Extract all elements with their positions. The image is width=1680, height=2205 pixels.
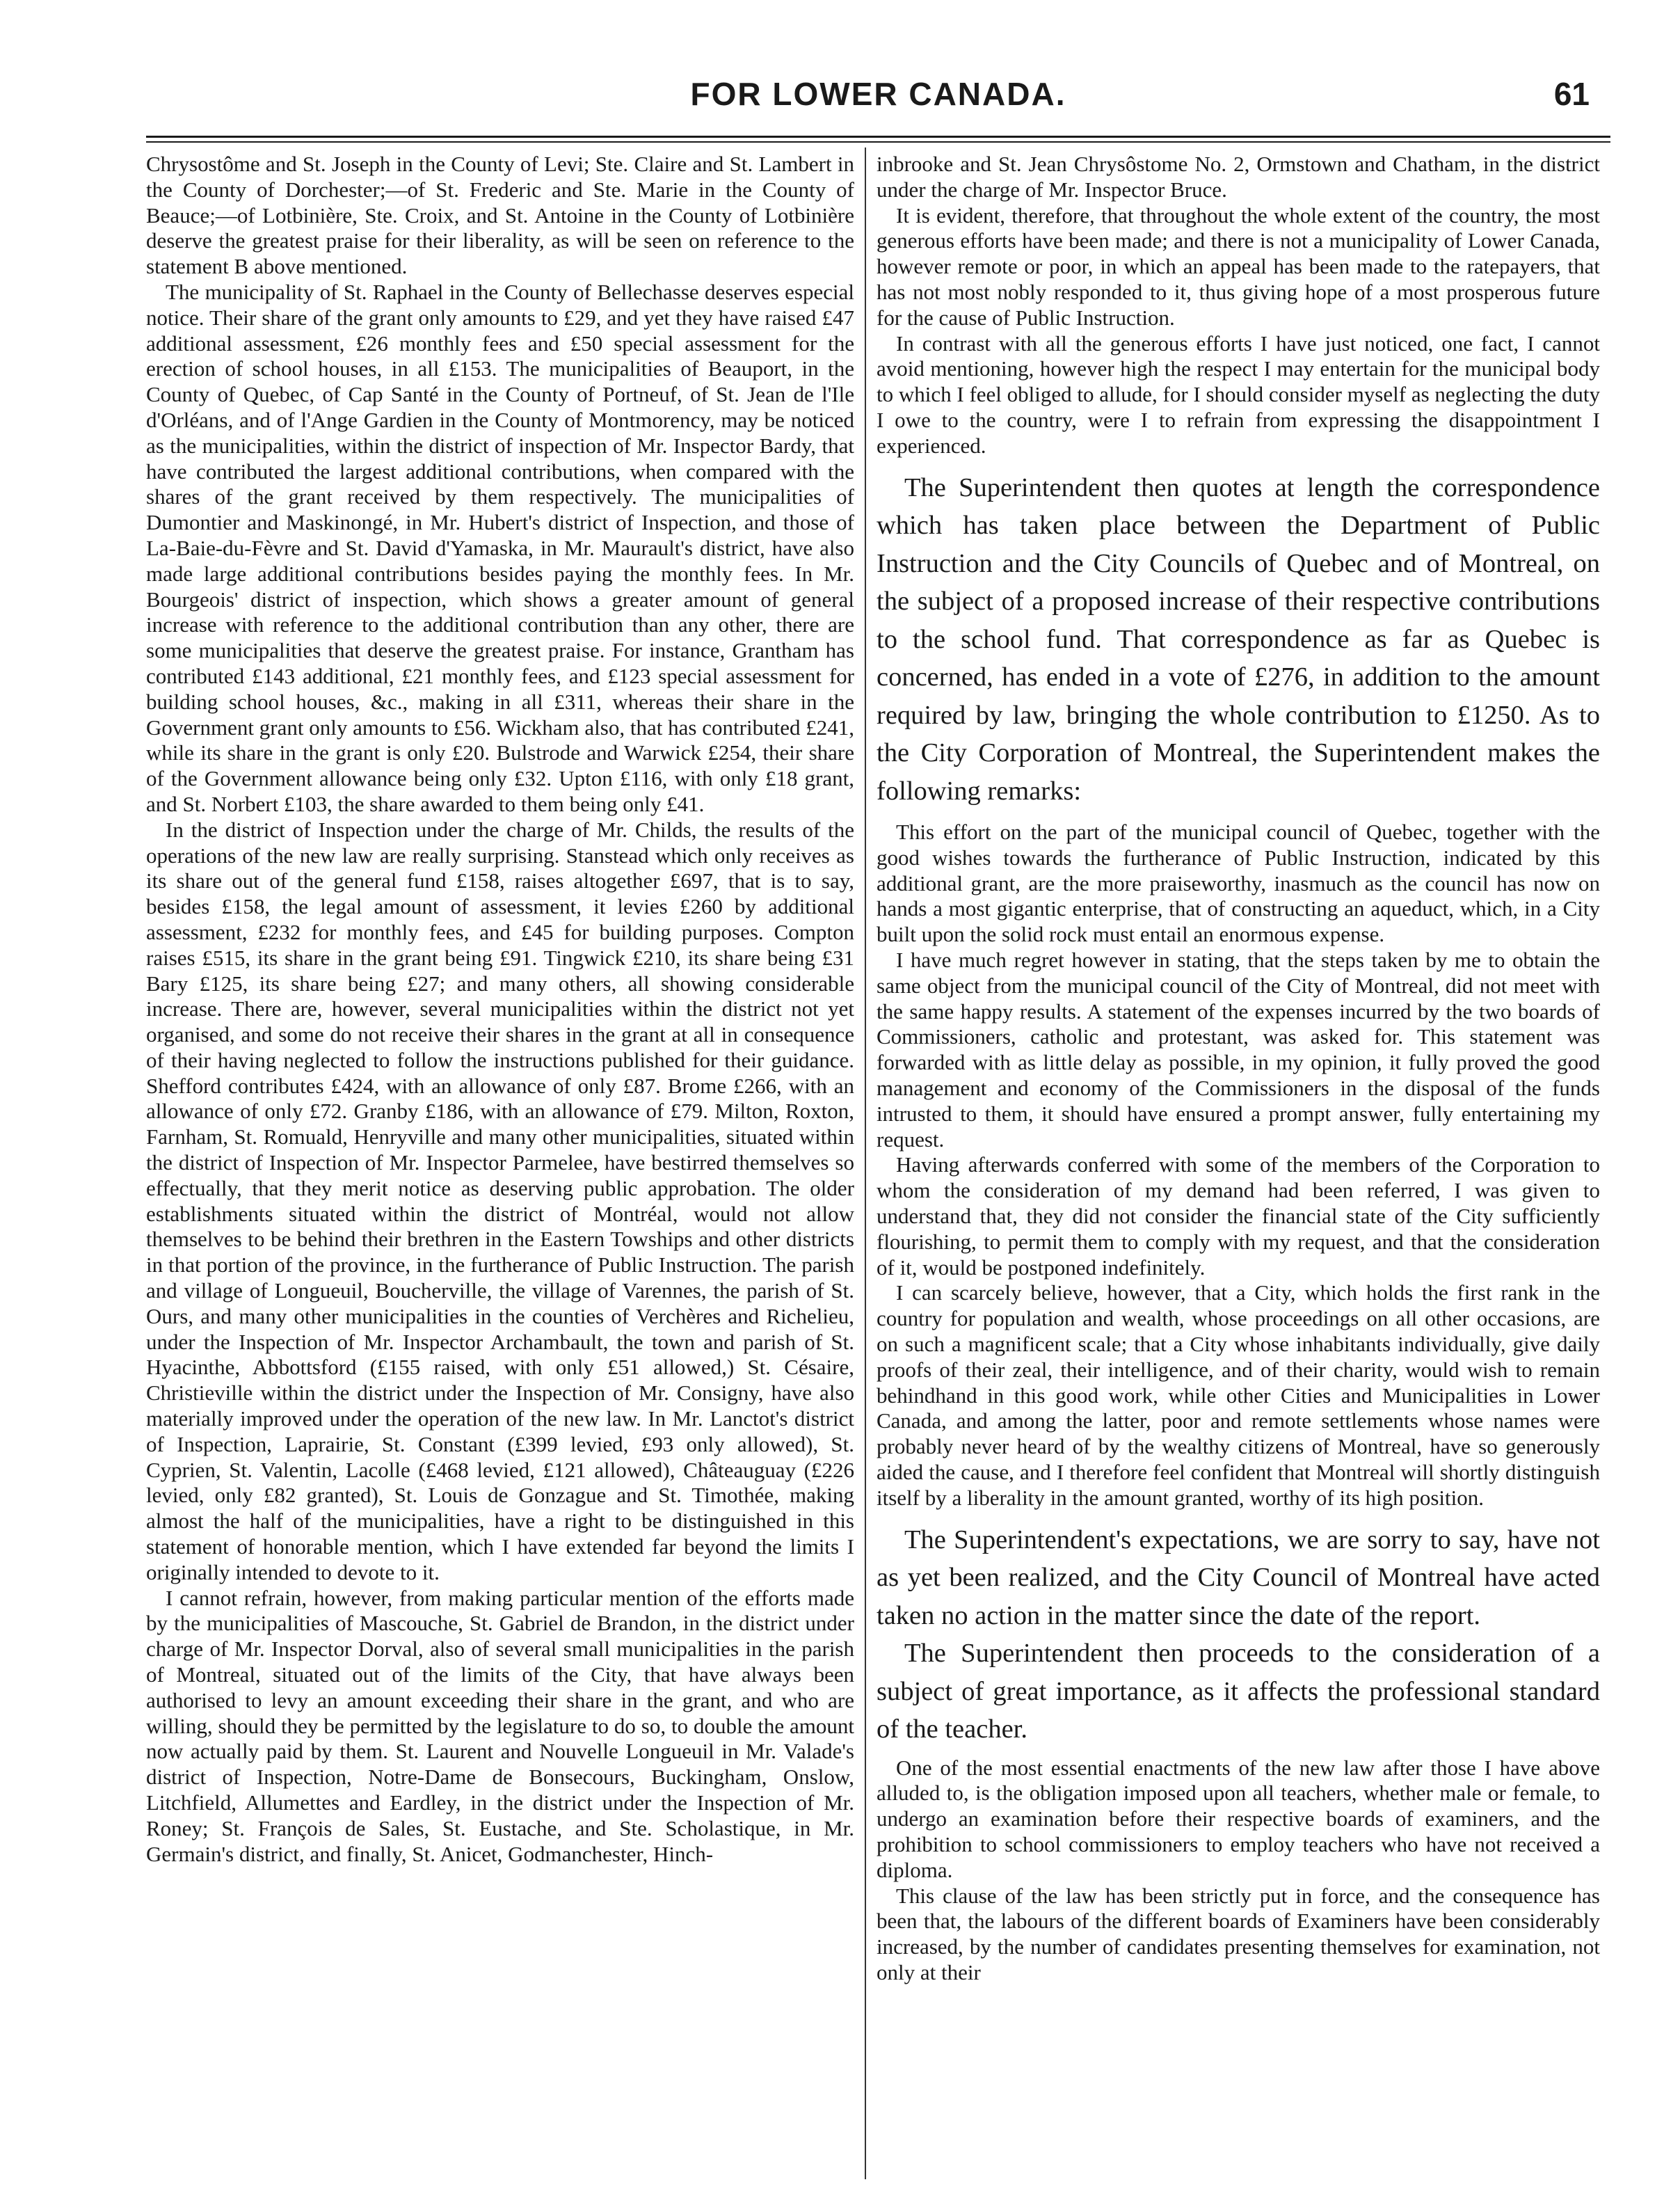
- editorial-paragraph-2: The Superintendent's expectations, we are sorry to say, have not as yet been realized, and the City Council of Montreal have acted taken no action in the matter since the date of the report.: [877, 1525, 1600, 1630]
- quote-paragraph-2: I have much regret however in stating, that the steps taken by me to obtain the same object from the municipal council of the City of Montreal, did not meet with the same happy results. A statement of the expenses incurred by the two boards of Commissioners, catholic and protestant, was asked for. This statement was forwarded with as little delay as possible, in my opinion, it fully proved the good management and economy of the Commissioners in the disposal of the funds intrusted to them, it should have ensured a prompt answer, fully entertaining my request.: [877, 948, 1600, 1152]
- editorial-paragraph-1: The Superintendent then quotes at length the correspondence which has taken place between the Department of Public Instruction and the City Councils of Quebec and of Montreal, on the subject of a proposed increase of their respective contributions to the school fund. That correspondence as far as Quebec is concerned, has ended in a vote of £276, in addition to the amount required by law, bringing the whole contribution to £1250. As to the City Corporation of Montreal, the Superintendent makes the following remarks:: [877, 472, 1600, 806]
- page-header: [146, 75, 1610, 124]
- right-paragraph-1: inbrooke and St. Jean Chrysôstome No. 2, Ormstown and Chatham, in the district under the charge of Mr. Inspector Bruce.: [877, 152, 1600, 202]
- quote-paragraph-1: This effort on the part of the municipal council of Quebec, together with the good wishes towards the furtherance of Public Instruction, indicated by this additional grant, are the more praiseworthy, inasmuch as the council has now on hands a most gigantic enterprise, that of constructing an aqueduct, which, in a City built upon the solid rock must entail an enormous expense.: [877, 820, 1600, 947]
- left-column: [146, 152, 854, 2190]
- left-paragraph-1: Chrysostôme and St. Joseph in the County of Levi; Ste. Claire and St. Lambert in the County of Dorchester;—of St. Frederic and Ste. Marie in the County of Beauce;—of Lotbinière, Ste. Croix, and St. Antoine in the County of Lotbinière deserve the greatest praise for their liberality, as will be seen on reference to the statement B above mentioned.: [146, 152, 854, 279]
- quoted-report: [877, 820, 1600, 1511]
- right-paragraph-4: One of the most essential enactments of the new law after those I have above alluded to, is the obligation imposed upon all teachers, whether male or female, to undergo an examination before their respective boards of examiners, and the prohibition to school commissioners to employ teachers who have not received a diploma.: [877, 1755, 1600, 1882]
- right-column: [877, 152, 1600, 2190]
- right-paragraph-5: This clause of the law has been strictly put in force, and the consequence has been that, the labours of the different boards of Examiners have been considerably increased, by the number of candidates presenting themselves for examination, not only at their: [877, 1883, 1600, 1984]
- left-paragraph-4: I cannot refrain, however, from making particular mention of the efforts made by the municipalities of Mascouche, St. Gabriel de Brandon, in the district under charge of Mr. Inspector Dorval, also of several small municipalities in the parish of Montreal, situated out of the limits of the City, that have always been authorised to levy an amount exceeding their share in the grant, and who are willing, should they be permitted by the legislature to do so, to double the amount now actually paid by them. St. Laurent and Nouvelle Longueuil in Mr. Valade's district of Inspection, Notre-Dame de Bonsecours, Buckingham, Onslow, Litchfield, Allumettes and Eardley, in the district under the Inspection of Mr. Roney; St. François de Sales, St. Eustache, and Ste. Scholastique, in Mr. Germain's district, and finally, St. Anicet, Godmanchester, Hinch-: [146, 1585, 854, 1866]
- column-divider: [865, 148, 866, 2179]
- right-paragraph-2: It is evident, therefore, that throughout the whole extent of the country, the most generous efforts have been made; and there is not a municipality of Lower Canada, however remote or poor, in which an appeal has been made to the ratepayers, that has not most nobly responded to it, thus giving hope of a most prosperous future for the cause of Public Instruction.: [877, 202, 1600, 330]
- running-head: FOR LOWER CANADA.: [690, 76, 1066, 112]
- header-rule-bottom: [146, 141, 1610, 143]
- page-number: 61: [1553, 76, 1590, 112]
- right-paragraph-3: In contrast with all the generous efforts I have just noticed, one fact, I cannot avoid mentioning, however high the respect I may entertain for the municipal body to which I feel obliged to allude, for I should consider myself as neglecting the duty I owe to the country, were I to refrain from expressing the disappointment I experienced.: [877, 331, 1600, 458]
- left-paragraph-3: In the district of Inspection under the charge of Mr. Childs, the results of the operations of the new law are really surprising. Stanstead which only receives as its share out of the general fund £158, raises altogether £697, that is to say, besides £158, the legal amount of assessment, it levies £260 by additional assessment, £232 for monthly fees, and £45 for building purposes. Compton raises £515, its share in the grant being £91. Tingwick £210, its share being £31 Bary £125, its share being £27; and many others, all showing considerable increase. There are, however, several municipalities within the district not yet organised, and some do not receive their shares in the grant at all in consequence of their having neglected to follow the instructions published for their guidance. Shefford contributes £424, with an allowance of only £87. Brome £266, with an allowance of only £72. Granby £186, with an allowance of £79. Milton, Roxton, Farnham, St. Romuald, Henryville and many other municipalities, situated within the district of Inspection of Mr. Inspector Parmelee, have bestirred themselves so effectually, that they merit notice as deserving public approbation. The older establishments situated within the district of Montréal, would not allow themselves to be behind their brethren in the Eastern Towships and other districts in that portion of the province, in the furtherance of Public Instruction. The parish and village of Longueuil, Boucherville, the village of Varennes, the parish of St. Ours, and many other municipalities in the counties of Verchères and Richelieu, under the Inspection of Mr. Inspector Archambault, the town and parish of St. Hyacinthe, Abbottsford (£155 raised, with only £51 allowed,) St. Césaire, Christieville within the district under the Inspection of Mr. Consigny, have also materially improved under the operation of the new law. In Mr. Lanctot's district of Inspection, Laprairie, St. Constant (£399 levied, £93 only allowed), St. Cyprien, St. Valentin, Lacolle (£468 levied, £121 allowed), Châteauguay (£226 levied, only £82 granted), St. Louis de Gonzague and St. Timothée, making almost the half of the municipalities, have a right to be distinguished in this statement of honorable mention, which I have extended far beyond the limits I originally intended to devote to it.: [146, 817, 854, 1584]
- quote-paragraph-4: I can scarcely believe, however, that a City, which holds the first rank in the country for population and wealth, whose proceedings on all other occasions, are on such a magnificent scale; that a City whose inhabitants individually, give daily proofs of their zeal, their intelligence, and of their charity, would wish to remain behindhand in this good work, while other Cities and Municipalities in Lower Canada, and among the latter, poor and remote settlements whose names were probably never heard of by the wealthy citizens of Montreal, have so generously aided the cause, and I therefore feel confident that Montreal will shortly distinguish itself by a liberality in the amount granted, worthy of its high position.: [877, 1280, 1600, 1510]
- header-rule-top: [146, 136, 1610, 138]
- quote-paragraph-3: Having afterwards conferred with some of the members of the Corporation to whom the consideration of my demand had been referred, I was given to understand that, they did not consider the financial state of the City sufficiently flourishing, to permit them to comply with my request, and that the consideration of it, would be postponed indefinitely.: [877, 1152, 1600, 1280]
- editorial-paragraph-3: The Superintendent then proceeds to the consideration of a subject of great importance, as it affects the professional standard of the teacher.: [877, 1639, 1600, 1744]
- left-paragraph-2: The municipality of St. Raphael in the County of Bellechasse deserves especial notice. Their share of the grant only amounts to £29, and yet they have raised £47 additional assessment, £26 monthly fees and £50 special assessment for the erection of school houses, in all £153. The municipalities of Beauport, in the County of Quebec, of Cap Santé in the County of Portneuf, of St. Jean de l'Ile d'Orléans, and of l'Ange Gardien in the County of Montmorency, may be noticed as the municipalities, within the district of inspection of Mr. Inspector Bardy, that have contributed the largest additional contributions, when compared with the shares of the grant received by them respectively. The municipalities of Dumontier and Maskinongé, in Mr. Hubert's district of Inspection, and those of La-Baie-du-Fèvre and St. David d'Yamaska, in Mr. Maurault's district, have also made large additional contributions besides paying the monthly fees. In Mr. Bourgeois' district of inspection, which shows a greater amount of general increase with reference to the additional contribution than any other, there are some municipalities that deserve the greatest praise. For instance, Grantham has contributed £143 additional, £21 monthly fees, and £123 special assessment for building school houses, &c., making in all £311, whereas their share in the Government grant only amounts to £56. Wickham also, that has contributed £241, while its share in the grant is only £20. Bulstrode and Warwick £254, their share of the Government allowance being only £32. Upton £116, with only £18 grant, and St. Norbert £103, the share awarded to them being only £41.: [146, 279, 854, 816]
